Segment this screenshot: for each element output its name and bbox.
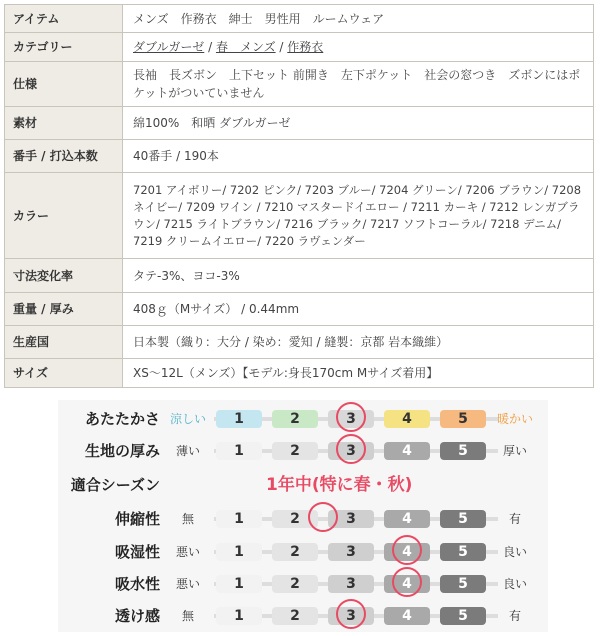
rating-right-label: 有 — [508, 609, 521, 623]
scale-box-1: 1 — [216, 575, 262, 593]
scale-box-5: 5 — [440, 442, 486, 460]
rating-left-label: 無 — [181, 512, 194, 526]
rating-marker-ring — [336, 434, 366, 464]
scale-box-4: 4 — [384, 607, 430, 625]
rating-marker-ring — [392, 567, 422, 597]
scale-box-2: 2 — [272, 410, 318, 428]
scale-box-5: 5 — [440, 410, 486, 428]
spec-key: 番手 / 打込本数 — [5, 140, 123, 173]
rating-left-label: 悪い — [175, 577, 200, 591]
scale-box-4: 4 — [384, 510, 430, 528]
scale-box-3: 3 — [328, 510, 374, 528]
spec-row-weight — [5, 293, 594, 326]
rating-right-label: 厚い — [502, 444, 527, 458]
spec-key: カラー — [5, 173, 123, 259]
scale-box-2: 2 — [272, 442, 318, 460]
spec-value: 綿100% 和晒 ダブルガーゼ — [123, 107, 594, 140]
rating-label: 伸縮性 — [114, 510, 160, 528]
scale-box-1: 1 — [216, 510, 262, 528]
spec-value: 40番手 / 190本 — [123, 140, 594, 173]
spec-key: カテゴリー — [5, 33, 123, 62]
spec-row-item — [5, 5, 594, 33]
rating-label: 吸湿性 — [114, 543, 160, 561]
rating-row-warmth — [58, 404, 548, 434]
scale-box-1: 1 — [216, 442, 262, 460]
spec-row-yarn — [5, 140, 594, 173]
scale-box-3: 3 — [328, 543, 374, 561]
fabric-rating-chart — [58, 400, 548, 632]
rating-marker-ring — [336, 402, 366, 432]
rating-label: あたたかさ — [84, 410, 160, 428]
rating-right-label: 有 — [508, 512, 521, 526]
spec-row-spec — [5, 62, 594, 107]
scale-box-4: 4 — [384, 442, 430, 460]
rating-right-label: 暖かい — [496, 412, 533, 426]
scale-box-4: 4 — [384, 410, 430, 428]
spec-value: 7201 アイボリー/ 7202 ピンク/ 7203 ブルー/ 7204 グリーン/ 7206 ブラウン/ 7208 ネイビー/ 7209 ワイン / 7210 マスタードイエロー / 7211 カーキ / 7212 レンガブラウン/ 7215 ライトブラウン/ 7216 ブラック/ 7217 ソフトコーラル/ 7218 デニム/ 7219 クリームイエロー/ 7220 ラヴェンダー — [123, 173, 594, 259]
scale-box-5: 5 — [440, 510, 486, 528]
spec-value: ダブルガーゼ / 春 メンズ / 作務衣 — [123, 33, 594, 62]
rating-right-label: 良い — [502, 545, 527, 559]
rating-row-sheer — [58, 601, 548, 631]
rating-label: 生地の厚み — [84, 442, 160, 460]
scale-box-2: 2 — [272, 543, 318, 561]
spec-row-color — [5, 173, 594, 259]
spec-value: 408ｇ（Mサイズ） / 0.44mm — [123, 293, 594, 326]
spec-value: タテ-3%、ヨコ-3% — [123, 259, 594, 293]
category-link-spring-mens[interactable]: 春 メンズ — [215, 40, 276, 54]
scale-box-5: 5 — [440, 543, 486, 561]
rating-row-moisture — [58, 537, 548, 567]
scale-box-4: 4 — [384, 575, 430, 593]
rating-marker-ring — [392, 535, 422, 565]
scale-box-3: 3 — [328, 575, 374, 593]
scale-box-4: 4 — [384, 543, 430, 561]
rating-left-label: 涼しい — [169, 412, 206, 426]
season-text: 1年中(特に春・秋) — [266, 475, 413, 495]
scale-box-2: 2 — [272, 575, 318, 593]
scale-box-2: 2 — [272, 510, 318, 528]
spec-value: メンズ 作務衣 紳士 男性用 ルームウェア — [123, 5, 594, 33]
spec-value: XS～12L（メンズ）【モデル:身長170cm Mサイズ着用】 — [123, 359, 594, 388]
rating-label: 適合シーズン — [70, 476, 160, 494]
rating-label: 透け感 — [114, 607, 160, 625]
rating-marker-ring — [336, 599, 366, 629]
scale-box-5: 5 — [440, 575, 486, 593]
rating-row-absorb — [58, 569, 548, 599]
spec-row-origin — [5, 326, 594, 359]
spec-value: 長袖 長ズボン 上下セット 前開き 左下ポケット 社会の窓つき ズボンにはポケットがついていません — [123, 62, 594, 107]
spec-row-size — [5, 359, 594, 388]
spec-key: アイテム — [5, 5, 123, 33]
scale-box-2: 2 — [272, 607, 318, 625]
spec-row-shrink — [5, 259, 594, 293]
scale-box-5: 5 — [440, 607, 486, 625]
spec-key: 生産国 — [5, 326, 123, 359]
rating-row-thickness — [58, 436, 548, 466]
rating-marker-ring — [308, 502, 338, 532]
rating-label: 吸水性 — [114, 575, 160, 593]
category-link-double-gauze[interactable]: ダブルガーゼ — [133, 40, 205, 54]
spec-key: 素材 — [5, 107, 123, 140]
spec-row-category — [5, 33, 594, 62]
spec-value: 日本製（織り：大分 / 染め：愛知 / 縫製：京都 岩本織維） — [123, 326, 594, 359]
spec-key: サイズ — [5, 359, 123, 388]
spec-key: 寸法変化率 — [5, 259, 123, 293]
rating-row-season — [58, 470, 548, 500]
scale-box-3: 3 — [328, 442, 374, 460]
spec-table — [4, 4, 594, 388]
spec-key: 仕様 — [5, 62, 123, 107]
scale-box-1: 1 — [216, 410, 262, 428]
rating-row-stretch — [58, 504, 548, 534]
rating-left-label: 悪い — [175, 545, 200, 559]
spec-row-material — [5, 107, 594, 140]
rating-left-label: 薄い — [175, 444, 200, 458]
scale-box-3: 3 — [328, 410, 374, 428]
scale-box-1: 1 — [216, 543, 262, 561]
rating-right-label: 良い — [502, 577, 527, 591]
scale-box-3: 3 — [328, 607, 374, 625]
rating-left-label: 無 — [181, 609, 194, 623]
scale-box-1: 1 — [216, 607, 262, 625]
spec-key: 重量 / 厚み — [5, 293, 123, 326]
category-link-samue[interactable]: 作務衣 — [287, 40, 324, 54]
